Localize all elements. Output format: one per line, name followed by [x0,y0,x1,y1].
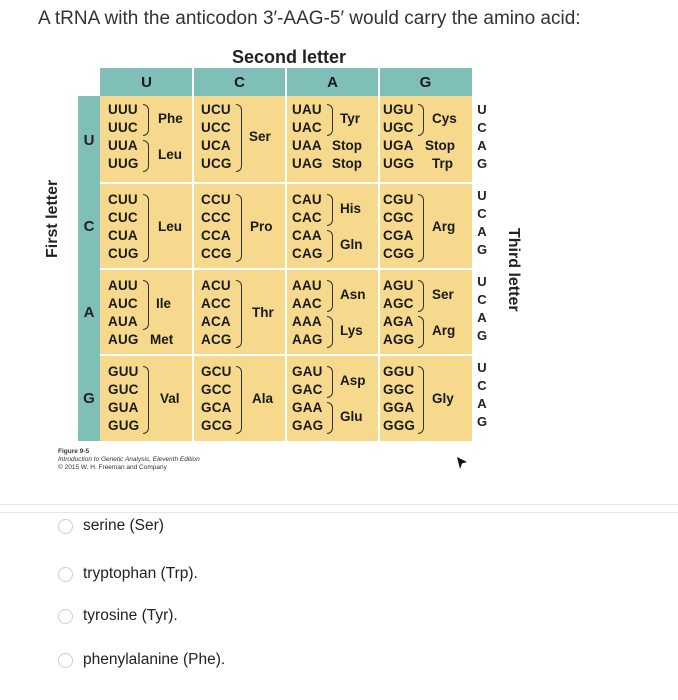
bracket [327,230,333,262]
stop-codon-label: Stop [332,138,362,153]
option-label: phenylalanine (Phe). [83,651,226,668]
third-letter: U [477,188,487,203]
codon-ccg: CCG [201,246,232,261]
figure-number: Figure 9-5 [58,448,90,455]
radio-button[interactable] [58,567,73,582]
amino-acid-ser: Ser [249,129,271,144]
bracket [327,316,333,348]
bracket [236,104,242,172]
grid-divider [378,68,380,441]
amino-acid-phe: Phe [158,111,183,126]
grid-divider [192,68,194,441]
third-letter: G [476,242,488,257]
bracket [236,280,242,348]
codon-ggg: GGG [383,418,416,433]
bracket [327,194,333,226]
amino-acid-arg: Arg [432,219,456,234]
codon-cca: CCA [201,228,231,243]
codon-cug: CUG [108,246,139,261]
divider [0,512,678,513]
codon-cuu: CUU [108,192,138,207]
third-letter: C [477,206,487,221]
stop-codon-label: Stop [332,156,362,171]
amino-acid-pro: Pro [250,219,273,234]
amino-acid-thr: Thr [252,305,274,320]
codon-guc: GUC [108,382,139,397]
third-letter: A [477,310,487,325]
codon-gcu: GCU [201,364,232,379]
amino-acid-cys: Cys [432,111,457,126]
codon-uua: UUA [108,138,138,153]
first-letter-c: C [83,218,95,235]
amino-acid-gln: Gln [340,237,363,252]
mouse-cursor-icon [455,455,469,471]
bracket [143,280,149,330]
amino-acid-ala: Ala [252,391,274,406]
codon-ugg: UGG [383,156,415,171]
codon-cgu: CGU [383,192,414,207]
codon-gau: GAU [292,364,323,379]
option-label: serine (Ser) [83,517,164,534]
codon-auu: AUU [108,278,138,293]
second-letter-u: U [100,68,193,96]
third-letter: C [477,292,487,307]
codon-cac: CAC [292,210,322,225]
amino-acid-gly: Gly [432,391,454,406]
codon-uca: UCA [201,138,231,153]
first-letter-column [78,96,100,441]
second-letter-c: C [193,68,286,96]
codon-aga: AGA [383,314,414,329]
bracket [418,104,424,136]
bracket [327,402,333,434]
codon-cgg: CGG [383,246,415,261]
codon-gug: GUG [108,418,140,433]
amino-acid-leu: Leu [158,219,183,234]
amino-acid-his: His [340,201,362,216]
amino-acid-met: Met [150,332,174,347]
bracket [418,366,424,434]
codon-gcg: GCG [201,418,233,433]
stop-codon-label: Stop [425,138,455,153]
codon-guu: GUU [108,364,139,379]
codon-uuu: UUU [108,102,138,117]
third-letter: G [476,328,488,343]
codon-aau: AAU [292,278,322,293]
amino-acid-asp: Asp [340,373,366,388]
codon-aac: AAC [292,296,322,311]
figure-caption [58,448,200,472]
amino-acid-trp: Trp [432,156,454,171]
copyright: © 2015 W. H. Freeman and Company [58,464,167,471]
radio-button[interactable] [58,653,73,668]
answer-option-tryptophan[interactable] [58,565,198,583]
codon-acu: ACU [201,278,231,293]
codon-gcc: GCC [201,382,232,397]
codon-ucu: UCU [201,102,231,117]
codon-agg: AGG [383,332,415,347]
codon-ccc: CCC [201,210,231,225]
third-letter: A [477,396,487,411]
codon-ccu: CCU [201,192,231,207]
codon-uaa: UAA [292,138,322,153]
codon-gga: GGA [383,400,415,415]
codon-cau: CAU [292,192,322,207]
codon-aca: ACA [201,314,231,329]
codon-agc: AGC [383,296,414,311]
codon-gua: GUA [108,400,139,415]
bracket [418,316,424,348]
third-letter: G [476,414,488,429]
codon-cua: CUA [108,228,138,243]
radio-button[interactable] [58,519,73,534]
bracket [418,194,424,262]
second-letter-title: Second letter [232,47,347,67]
codon-ggu: GGU [383,364,415,379]
second-letter-a: A [286,68,379,96]
answer-option-serine[interactable] [58,517,164,535]
third-letter: C [477,378,487,393]
bracket [143,194,149,262]
bracket [143,104,149,136]
bracket [327,280,333,312]
codon-cga: CGA [383,228,414,243]
codon-agu: AGU [383,278,414,293]
amino-acid-ile: Ile [156,296,172,311]
codon-caa: CAA [292,228,322,243]
amino-acid-lys: Lys [340,323,363,338]
codon-uug: UUG [108,156,139,171]
third-letter: G [476,156,488,171]
third-letter: U [477,274,487,289]
question-text: A tRNA with the anticodon 3′-AAG-5′ would carry the amino acid: [38,8,581,29]
codon-cag: CAG [292,246,323,261]
codon-gac: GAC [292,382,323,397]
codon-uag: UAG [292,156,323,171]
third-letter-title: Third letter [505,228,522,312]
bracket [143,366,149,434]
bracket [327,104,333,136]
answer-option-tyrosine[interactable] [58,607,178,625]
codon-ucg: UCG [201,156,232,171]
codon-aua: AUA [108,314,138,329]
codon-aaa: AAA [292,314,322,329]
codon-aag: AAG [292,332,323,347]
codon-uuc: UUC [108,120,138,135]
bracket [327,366,333,398]
option-label: tyrosine (Tyr). [83,607,178,624]
bracket [236,194,242,262]
codon-acc: ACC [201,296,231,311]
first-letter-g: G [83,390,95,407]
first-letter-title: First letter [44,179,61,258]
codon-aug: AUG [108,332,139,347]
amino-acid-val: Val [160,391,180,406]
amino-acid-tyr: Tyr [340,111,361,126]
bracket [236,366,242,434]
codon-acg: ACG [201,332,232,347]
radio-button[interactable] [58,609,73,624]
codon-uga: UGA [383,138,414,153]
amino-acid-asn: Asn [340,287,366,302]
codon-cgc: CGC [383,210,414,225]
codon-ggc: GGC [383,382,415,397]
third-letter: A [477,224,487,239]
divider [0,504,678,505]
codon-gca: GCA [201,400,232,415]
codon-auc: AUC [108,296,138,311]
second-letter-g: G [379,68,472,96]
codon-gag: GAG [292,418,324,433]
amino-acid-glu: Glu [340,409,363,424]
option-label: tryptophan (Trp). [83,565,198,582]
amino-acid-leu: Leu [158,147,183,162]
codon-ugc: UGC [383,120,414,135]
grid-divider [285,68,287,441]
codon-gaa: GAA [292,400,323,415]
third-letter: A [477,138,487,153]
first-letter-a: A [83,304,95,321]
codon-ugu: UGU [383,102,414,117]
answer-option-phenylalanine[interactable] [58,651,225,669]
third-letter: U [477,102,487,117]
first-letter-u: U [83,132,95,149]
bracket [418,280,424,312]
third-letter: U [477,360,487,375]
codon-ucc: UCC [201,120,231,135]
amino-acid-ser: Ser [432,287,454,302]
amino-acid-arg: Arg [432,323,456,338]
codon-cuc: CUC [108,210,138,225]
codon-uau: UAU [292,102,322,117]
book-title: Introduction to Genetic Analysis, Eleventh Edition [58,456,200,463]
codon-uac: UAC [292,120,322,135]
third-letter: C [477,120,487,135]
bracket [143,140,149,172]
